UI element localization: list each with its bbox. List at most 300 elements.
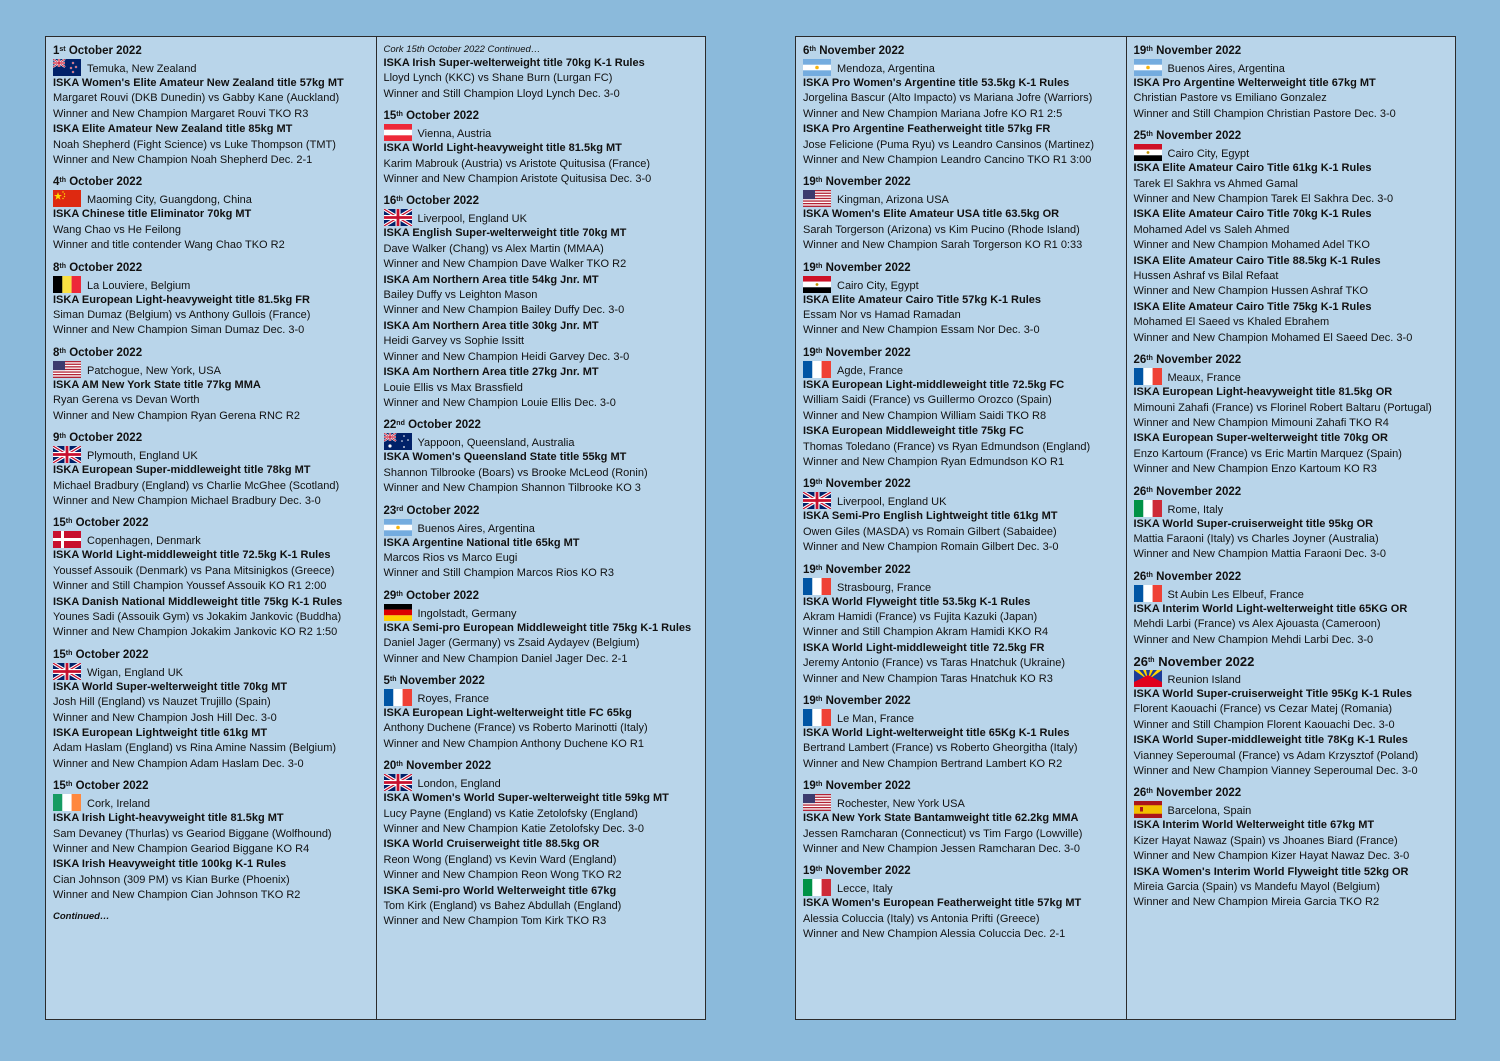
location-name: La Louviere, Belgium bbox=[87, 279, 191, 292]
location-name: Plymouth, England UK bbox=[87, 450, 198, 463]
bout-line: Winner and New Champion Siman Dumaz Dec. 3-0 bbox=[53, 324, 305, 337]
bout-line: Winner and New Champion Mimouni Zahafi TKO R4 bbox=[1133, 416, 1389, 429]
date-day: 19 bbox=[803, 865, 816, 878]
bout-line: Winner and New Champion Mohamed El Saeed Dec. 3-0 bbox=[1133, 331, 1413, 344]
bout-line: Winner and Still Champion Christian Pastore Dec. 3-0 bbox=[1133, 107, 1396, 120]
date-day: 22 bbox=[383, 419, 397, 432]
bout-title: ISKA World Flyweight title 53.5kg K-1 Rules bbox=[803, 595, 1031, 608]
bout-line: Margaret Rouvi (DKB Dunedin) vs Gabby Kane (Auckland) bbox=[53, 92, 340, 105]
event-location bbox=[53, 531, 370, 548]
event-block bbox=[53, 346, 370, 424]
date-day: 26 bbox=[1133, 485, 1147, 498]
bout-line: Winner and New Champion William Saidi TKO R8 bbox=[803, 409, 1047, 422]
bout-line: Winner and New Champion Vianney Seperoumal Dec. 3-0 bbox=[1133, 765, 1418, 777]
flag-gb-icon bbox=[53, 446, 81, 463]
event-location bbox=[384, 519, 700, 536]
flag-us-icon bbox=[53, 361, 81, 378]
location-name: Mendoza, Argentina bbox=[837, 63, 935, 75]
date-suffix: th bbox=[1147, 656, 1155, 664]
date-day: 23 bbox=[383, 504, 397, 517]
bout-line: Winner and New Champion Geariod Biggane KO R4 bbox=[53, 843, 310, 855]
bout-title: ISKA Women's World Super-welterweight title 59kg MT bbox=[383, 792, 669, 805]
bout-line: Tom Kirk (England) vs Bahez Abdullah (England) bbox=[383, 900, 622, 913]
flag-us-icon bbox=[803, 794, 831, 811]
left-page bbox=[45, 36, 706, 1020]
event-block bbox=[803, 44, 1120, 168]
flag-es-icon bbox=[1134, 801, 1162, 818]
bout-title: ISKA World Light-middleweight title 72.5kg FR bbox=[803, 641, 1045, 654]
date-month-year: November 2022 bbox=[825, 563, 911, 576]
bout-title: ISKA Interim World Light-welterweight title 65KG OR bbox=[1133, 602, 1408, 615]
date-month-year: October 2022 bbox=[69, 346, 143, 359]
bout-line: Noah Shepherd (Fight Science) vs Luke Thompson (TMT) bbox=[53, 138, 336, 151]
bout-line: Winner and Still Champion Akram Hamidi KKO R4 bbox=[803, 626, 1049, 639]
bout-line: Lucy Payne (England) vs Katie Zetolofsky (England) bbox=[383, 807, 638, 820]
event-date bbox=[1134, 786, 1450, 800]
bout-line: Winner and New Champion Mireia Garcia TKO R2 bbox=[1133, 896, 1380, 909]
location-name: Ingolstadt, Germany bbox=[417, 607, 517, 620]
bout-title: ISKA Elite Amateur Cairo Title 61kg K-1 Rules bbox=[1133, 162, 1372, 175]
date-day: 5 bbox=[383, 674, 390, 687]
bout-title: ISKA Irish Heavyweight title 100kg K-1 Rules bbox=[53, 858, 287, 871]
event-date bbox=[1134, 44, 1450, 58]
event-date bbox=[803, 864, 1120, 878]
event-date bbox=[384, 418, 700, 432]
date-suffix: th bbox=[1146, 355, 1153, 363]
event-block bbox=[53, 779, 370, 903]
event-location bbox=[384, 774, 700, 791]
event-date bbox=[53, 779, 370, 793]
bout-line: Siman Dumaz (Belgium) vs Anthony Gullois (France) bbox=[53, 309, 311, 322]
location-name: Kingman, Arizona USA bbox=[837, 194, 949, 207]
bout-line: Lloyd Lynch (KKC) vs Shane Burn (Lurgan FC) bbox=[383, 72, 613, 85]
date-day: 15 bbox=[53, 517, 66, 530]
event-location bbox=[384, 209, 700, 226]
bout-line: Mimouni Zahafi (France) vs Florinel Robert Baltaru (Portugal) bbox=[1133, 401, 1432, 414]
event-date bbox=[1134, 485, 1450, 499]
flag-cn-icon bbox=[53, 190, 81, 207]
bout-title: ISKA Women's Queensland State title 55kg MT bbox=[383, 451, 627, 464]
flag-ar-icon bbox=[384, 519, 412, 536]
bout-line: Winner and New Champion Essam Nor Dec. 3-0 bbox=[803, 324, 1040, 337]
date-suffix: th bbox=[815, 479, 823, 487]
bout-title: ISKA World Light-middleweight title 72.5kg K-1 Rules bbox=[53, 549, 331, 562]
location-name: Maoming City, Guangdong, China bbox=[87, 194, 252, 207]
flag-gb-icon bbox=[53, 663, 81, 680]
bout-line: Sam Devaney (Thurlas) vs Geariod Biggane (Wolfhound) bbox=[53, 827, 332, 840]
date-suffix: nd bbox=[396, 420, 405, 428]
date-day: 19 bbox=[803, 176, 816, 189]
location-name: Buenos Aires, Argentina bbox=[417, 522, 535, 535]
event-location bbox=[1134, 670, 1450, 687]
event-location bbox=[803, 794, 1120, 811]
bout-line: Winner and New Champion Aristote Quitusisa Dec. 3-0 bbox=[383, 173, 652, 186]
date-suffix: th bbox=[59, 347, 67, 355]
event-date bbox=[53, 431, 370, 445]
bout-title: ISKA Semi-pro European Middleweight title 75kg K-1 Rules bbox=[383, 621, 692, 634]
bout-title: ISKA AM New York State title 77kg MMA bbox=[53, 378, 261, 391]
location-name: Wigan, England UK bbox=[87, 666, 183, 679]
flag-nz-icon bbox=[53, 59, 81, 76]
event-block bbox=[803, 864, 1120, 942]
event-block bbox=[803, 563, 1120, 687]
column bbox=[1126, 37, 1456, 1019]
date-month-year: October 2022 bbox=[68, 45, 142, 57]
date-day: 29 bbox=[383, 589, 397, 602]
bout-line: Winner and New Champion Anthony Duchene KO R1 bbox=[383, 737, 644, 750]
flag-fr-icon bbox=[384, 689, 412, 706]
event-date bbox=[53, 516, 370, 530]
bout-line: Winner and Still Champion Florent Kaouachi Dec. 3-0 bbox=[1133, 718, 1395, 731]
date-suffix: th bbox=[65, 781, 73, 789]
location-name: Patchogue, New York, USA bbox=[87, 364, 221, 377]
event-date bbox=[53, 648, 370, 662]
bout-line: Winner and New Champion Hussen Ashraf TKO bbox=[1133, 285, 1369, 298]
location-name: Cork, Ireland bbox=[87, 798, 150, 811]
event-block bbox=[53, 431, 370, 509]
date-suffix: th bbox=[815, 564, 823, 572]
event-date bbox=[53, 346, 370, 360]
location-name: St Aubin Les Elbeuf, France bbox=[1167, 588, 1304, 601]
bout-line: Adam Haslam (England) vs Rina Amine Nassim (Belgium) bbox=[53, 742, 337, 755]
date-suffix: st bbox=[59, 46, 66, 53]
date-month-year: November 2022 bbox=[1156, 130, 1242, 143]
date-day: 19 bbox=[803, 478, 816, 491]
event-date bbox=[384, 194, 700, 208]
date-suffix: th bbox=[815, 781, 823, 789]
event-date bbox=[803, 563, 1120, 577]
flag-be-icon bbox=[53, 276, 81, 293]
event-location bbox=[53, 794, 370, 811]
bout-title: ISKA Elite Amateur New Zealand title 85kg MT bbox=[53, 123, 293, 136]
event-block bbox=[53, 44, 370, 168]
date-month-year: October 2022 bbox=[406, 195, 479, 208]
bout-line: Karim Mabrouk (Austria) vs Aristote Quitusisa (France) bbox=[383, 157, 651, 170]
date-month-year: November 2022 bbox=[406, 760, 492, 773]
bout-line: Winner and New Champion Leandro Cancino TKO R1 3:00 bbox=[803, 154, 1092, 167]
bout-line: Winner and New Champion Cian Johnson TKO R2 bbox=[53, 889, 301, 902]
bout-title: ISKA European Lightweight title 61kg MT bbox=[53, 726, 268, 739]
flag-us-icon bbox=[803, 190, 831, 207]
bout-line: Winner and New Champion Mattia Faraoni Dec. 3-0 bbox=[1133, 548, 1387, 561]
event-date bbox=[1134, 129, 1450, 143]
bout-line: Daniel Jager (Germany) vs Zsaid Aydayev (Belgium) bbox=[383, 637, 640, 650]
bout-line: Winner and New Champion Ryan Gerena RNC R2 bbox=[53, 409, 300, 422]
location-name: Liverpool, England UK bbox=[417, 213, 527, 226]
bout-line: Winner and New Champion Katie Zetolofsky Dec. 3-0 bbox=[383, 823, 644, 835]
bout-line: Reon Wong (England) vs Kevin Ward (England) bbox=[383, 853, 617, 866]
bout-title: ISKA European Light-middleweight title 72.5kg FC bbox=[803, 378, 1065, 391]
bout-line: Winner and New Champion Kizer Hayat Nawaz Dec. 3-0 bbox=[1133, 850, 1410, 863]
bout-line: Winner and Still Champion Marcos Rios KO R3 bbox=[383, 567, 614, 580]
event-block bbox=[1134, 485, 1450, 563]
location-name: Buenos Aires, Argentina bbox=[1167, 63, 1285, 75]
flag-fr-icon bbox=[1134, 585, 1162, 602]
bout-title: ISKA Women's Interim World Flyweight title 52kg OR bbox=[1133, 865, 1409, 878]
continuation-note: Cork 15th October 2022 Continued… bbox=[383, 44, 541, 55]
bout-line: Winner and New Champion Daniel Jager Dec. 2-1 bbox=[383, 652, 628, 665]
bout-title: ISKA Elite Amateur Cairo Title 75kg K-1 Rules bbox=[1133, 300, 1372, 313]
bout-title: ISKA World Light-heavyweight title 81.5kg MT bbox=[383, 142, 622, 155]
bout-title: ISKA Am Northern Area title 27kg Jnr. MT bbox=[383, 366, 599, 379]
flag-eg-icon bbox=[803, 276, 831, 293]
event-location bbox=[1134, 500, 1450, 517]
date-day: 19 bbox=[803, 780, 816, 793]
bout-line: Vianney Seperoumal (France) vs Adam Krzysztof (Poland) bbox=[1133, 749, 1419, 762]
date-suffix: th bbox=[815, 347, 823, 355]
bout-line: Youssef Assouik (Denmark) vs Pana Mitsinigkos (Greece) bbox=[53, 564, 335, 577]
date-month-year: October 2022 bbox=[69, 261, 143, 274]
date-month-year: November 2022 bbox=[825, 694, 911, 707]
event-date bbox=[384, 674, 700, 688]
bout-line: Winner and Still Champion Lloyd Lynch Dec. 3-0 bbox=[383, 87, 620, 100]
event-location bbox=[803, 709, 1120, 726]
bout-title: ISKA World Cruiserweight title 88.5kg OR bbox=[383, 838, 600, 851]
bout-title: ISKA Am Northern Area title 30kg Jnr. MT bbox=[383, 319, 599, 332]
location-name: Lecce, Italy bbox=[837, 883, 893, 896]
bout-line: Cian Johnson (309 PM) vs Kian Burke (Phoenix) bbox=[53, 873, 290, 886]
bout-line: Bertrand Lambert (France) vs Roberto Gheorgitha (Italy) bbox=[803, 742, 1078, 755]
flag-de-icon bbox=[384, 604, 412, 621]
event-block bbox=[384, 418, 700, 496]
bout-line: Winner and New Champion Tom Kirk TKO R3 bbox=[383, 915, 607, 928]
bout-title: ISKA Semi-Pro English Lightweight title 61kg MT bbox=[803, 510, 1058, 523]
bout-title: ISKA World Super-welterweight title 70kg MT bbox=[53, 680, 288, 693]
location-name: Strasbourg, France bbox=[837, 581, 932, 594]
location-name: Vienna, Austria bbox=[417, 128, 492, 141]
bout-title: ISKA Argentine National title 65kg MT bbox=[383, 536, 580, 549]
date-day: 9 bbox=[53, 432, 60, 445]
event-location bbox=[1134, 801, 1450, 818]
event-date bbox=[384, 504, 700, 518]
bout-title: ISKA European Middleweight title 75kg FC bbox=[803, 425, 1024, 438]
bout-line: Winner and New Champion Mariana Jofre KO R1 2:5 bbox=[803, 107, 1063, 120]
event-location bbox=[1134, 368, 1450, 385]
location-name: Temuka, New Zealand bbox=[87, 63, 197, 75]
bout-line: Owen Giles (MASDA) vs Romain Gilbert (Sabaidee) bbox=[803, 525, 1057, 538]
bout-line: Winner and New Champion Josh Hill Dec. 3-0 bbox=[53, 711, 277, 724]
date-day: 15 bbox=[383, 110, 397, 123]
bout-title: ISKA English Super-welterweight title 70kg MT bbox=[383, 227, 627, 240]
bout-line: Winner and New Champion Adam Haslam Dec. 3-0 bbox=[53, 757, 304, 770]
bout-title: ISKA Irish Light-heavyweight title 81.5kg MT bbox=[53, 812, 284, 825]
date-day: 1 bbox=[53, 45, 60, 57]
date-suffix: th bbox=[396, 761, 403, 769]
date-day: 26 bbox=[1133, 787, 1147, 800]
location-name: Reunion Island bbox=[1167, 673, 1241, 686]
event-block bbox=[384, 759, 700, 930]
bout-line: Jorgelina Bascur (Alto Impacto) vs Mariana Jofre (Warriors) bbox=[803, 92, 1093, 105]
date-suffix: th bbox=[65, 518, 73, 526]
date-suffix: th bbox=[815, 177, 823, 185]
bout-line: Winner and New Champion Michael Bradbury Dec. 3-0 bbox=[53, 494, 321, 507]
bout-line: Winner and New Champion Margaret Rouvi TKO R3 bbox=[53, 107, 309, 120]
bout-line: Essam Nor vs Hamad Ramadan bbox=[803, 309, 961, 322]
bout-line: Winner and New Champion Louie Ellis Dec. 3-0 bbox=[383, 396, 616, 409]
bout-line: Mohamed Adel vs Saleh Ahmed bbox=[1133, 223, 1290, 236]
bout-title: ISKA World Super-cruiserweight title 95kg OR bbox=[1133, 517, 1374, 530]
event-block bbox=[384, 504, 700, 582]
date-suffix: th bbox=[396, 590, 403, 598]
bout-line: Winner and New Champion Taras Hnatchuk KO R3 bbox=[803, 672, 1053, 685]
event-date bbox=[803, 175, 1120, 189]
bout-title: ISKA Pro Argentine Featherweight title 57kg FR bbox=[803, 123, 1051, 136]
bout-title: ISKA Chinese title Eliminator 70kg MT bbox=[53, 208, 252, 221]
event-location bbox=[53, 276, 370, 293]
date-suffix: th bbox=[59, 177, 67, 185]
location-name: Yappoon, Queensland, Australia bbox=[417, 437, 575, 450]
bout-title: ISKA New York State Bantamweight title 62.2kg MMA bbox=[803, 812, 1079, 825]
bout-title: ISKA Irish Super-welterweight title 70kg K-1 Rules bbox=[383, 57, 645, 69]
bout-line: Heidi Garvey vs Sophie Issitt bbox=[383, 335, 525, 348]
date-month-year: November 2022 bbox=[819, 45, 905, 57]
right-page bbox=[795, 36, 1456, 1020]
date-month-year: November 2022 bbox=[1156, 485, 1242, 498]
event-location bbox=[803, 190, 1120, 207]
date-month-year: October 2022 bbox=[75, 780, 149, 793]
bout-line: Winner and New Champion Mohamed Adel TKO bbox=[1133, 239, 1370, 252]
location-name: Meaux, France bbox=[1167, 372, 1241, 385]
date-day: 15 bbox=[53, 648, 66, 661]
date-day: 4 bbox=[53, 176, 60, 189]
date-suffix: th bbox=[59, 262, 67, 270]
bout-title: ISKA European Light-welterweight title FC 65kg bbox=[383, 706, 632, 719]
flag-at-icon bbox=[384, 124, 412, 141]
event-location bbox=[803, 59, 1120, 76]
date-day: 25 bbox=[1133, 130, 1147, 143]
flag-gb-icon bbox=[803, 492, 831, 509]
bout-title: ISKA Elite Amateur Cairo Title 57kg K-1 Rules bbox=[803, 293, 1041, 306]
date-month-year: November 2022 bbox=[1156, 570, 1242, 583]
continued-results bbox=[384, 56, 700, 102]
location-name: Rome, Italy bbox=[1167, 503, 1224, 516]
flag-au-icon bbox=[384, 433, 412, 450]
date-suffix: th bbox=[809, 46, 817, 53]
column bbox=[376, 37, 706, 1019]
date-suffix: th bbox=[1146, 486, 1153, 494]
date-day: 19 bbox=[803, 563, 816, 576]
date-month-year: October 2022 bbox=[69, 432, 143, 445]
bout-line: Winner and New Champion Jokakim Jankovic KO R2 1:50 bbox=[53, 626, 338, 639]
event-block bbox=[1134, 570, 1450, 648]
bout-line: Bailey Duffy vs Leighton Mason bbox=[383, 289, 538, 302]
event-location bbox=[53, 361, 370, 378]
bout-title: ISKA European Light-heavyweight title 81.5kg FR bbox=[53, 293, 310, 306]
event-location bbox=[384, 433, 700, 450]
bout-line: Christian Pastore vs Emiliano Gonzalez bbox=[1133, 92, 1327, 105]
bout-line: Winner and New Champion Bailey Duffy Dec. 3-0 bbox=[383, 304, 625, 317]
event-block bbox=[384, 194, 700, 411]
event-date bbox=[1134, 570, 1450, 584]
date-day: 8 bbox=[53, 346, 60, 359]
bout-title: ISKA Semi-pro World Welterweight title 67kg bbox=[383, 884, 617, 897]
event-location bbox=[803, 879, 1120, 896]
flag-fr-icon bbox=[1134, 368, 1162, 385]
event-block bbox=[53, 648, 370, 772]
event-date bbox=[1134, 353, 1450, 367]
bout-title: ISKA World Super-middleweight title 78Kg K-1 Rules bbox=[1133, 734, 1408, 747]
event-location bbox=[53, 190, 370, 207]
bout-title: ISKA Women's European Featherweight title 57kg MT bbox=[803, 897, 1082, 910]
event-location bbox=[53, 663, 370, 680]
bout-title: ISKA Interim World Welterweight title 67kg MT bbox=[1133, 819, 1375, 832]
date-day: 26 bbox=[1133, 653, 1148, 669]
flag-gb-icon bbox=[384, 774, 412, 791]
date-day: 26 bbox=[1133, 354, 1147, 367]
date-month-year: November 2022 bbox=[825, 261, 911, 274]
bout-title: ISKA Pro Women's Argentine title 53.5kg K-1 Rules bbox=[803, 77, 1070, 89]
bout-line: Winner and New Champion Bertrand Lambert KO R2 bbox=[803, 757, 1063, 770]
bout-line: Winner and title contender Wang Chao TKO R2 bbox=[53, 239, 285, 252]
date-suffix: th bbox=[59, 433, 67, 441]
flag-ie-icon bbox=[53, 794, 81, 811]
date-month-year: November 2022 bbox=[1156, 787, 1242, 800]
bout-line: Alessia Coluccia (Italy) vs Antonia Prifti (Greece) bbox=[803, 912, 1040, 925]
bout-line: Josh Hill (England) vs Nauzet Trujillo (Spain) bbox=[53, 696, 271, 709]
event-block bbox=[384, 109, 700, 187]
bout-line: Winner and New Champion Tarek El Sakhra Dec. 3-0 bbox=[1133, 193, 1394, 206]
date-day: 6 bbox=[803, 45, 810, 57]
event-date bbox=[803, 477, 1120, 491]
event-block bbox=[1134, 129, 1450, 346]
date-day: 26 bbox=[1133, 570, 1147, 583]
bout-title: ISKA World Light-welterweight title 65Kg K-1 Rules bbox=[803, 726, 1070, 739]
bout-title: ISKA World Super-cruiserweight Title 95Kg K-1 Rules bbox=[1133, 687, 1413, 700]
event-block bbox=[53, 516, 370, 640]
bout-line: Winner and New Champion Noah Shepherd Dec. 2-1 bbox=[53, 154, 313, 167]
flag-fr-icon bbox=[803, 361, 831, 378]
date-month-year: November 2022 bbox=[825, 478, 911, 491]
flag-gb-icon bbox=[384, 209, 412, 226]
bout-line: Winner and New Champion Shannon Tilbrooke KO 3 bbox=[383, 482, 641, 495]
bout-title: ISKA Women's Elite Amateur New Zealand title 57kg MT bbox=[53, 77, 344, 89]
event-date bbox=[803, 346, 1120, 360]
event-location bbox=[803, 361, 1120, 378]
date-suffix: th bbox=[396, 111, 403, 119]
flag-re-icon bbox=[1134, 670, 1162, 687]
date-month-year: November 2022 bbox=[825, 346, 911, 359]
date-day: 19 bbox=[803, 694, 816, 707]
date-day: 19 bbox=[1133, 45, 1147, 57]
event-date bbox=[53, 44, 370, 58]
flag-fr-icon bbox=[803, 709, 831, 726]
event-block bbox=[1134, 44, 1450, 122]
event-location bbox=[803, 492, 1120, 509]
bout-line: Younes Sadi (Assouik Gym) vs Jokakim Jankovic (Buddha) bbox=[53, 610, 342, 623]
date-month-year: November 2022 bbox=[399, 674, 485, 687]
event-date bbox=[803, 44, 1120, 58]
date-suffix: th bbox=[1146, 131, 1153, 139]
event-block bbox=[1134, 655, 1450, 779]
bout-line: Dave Walker (Chang) vs Alex Martin (MMAA) bbox=[383, 242, 604, 255]
flag-it-icon bbox=[1134, 500, 1162, 517]
bout-line: Ryan Gerena vs Devan Worth bbox=[53, 394, 200, 407]
bout-line: Mireia Garcia (Spain) vs Mandefu Mayol (Belgium) bbox=[1133, 881, 1380, 894]
bout-title: ISKA Pro Argentine Welterweight title 67kg MT bbox=[1133, 77, 1376, 89]
event-location bbox=[384, 689, 700, 706]
event-location bbox=[384, 124, 700, 141]
event-date bbox=[384, 759, 700, 773]
event-location bbox=[803, 276, 1120, 293]
date-suffix: rd bbox=[396, 505, 404, 513]
flag-fr-icon bbox=[803, 578, 831, 595]
bout-line: Jeremy Antonio (France) vs Taras Hnatchuk (Ukraine) bbox=[803, 657, 1066, 670]
location-name: Cairo City, Egypt bbox=[1167, 148, 1250, 161]
date-month-year: October 2022 bbox=[406, 110, 479, 123]
date-suffix: th bbox=[65, 649, 73, 657]
event-block bbox=[803, 346, 1120, 470]
flag-ar-icon bbox=[1134, 59, 1162, 76]
